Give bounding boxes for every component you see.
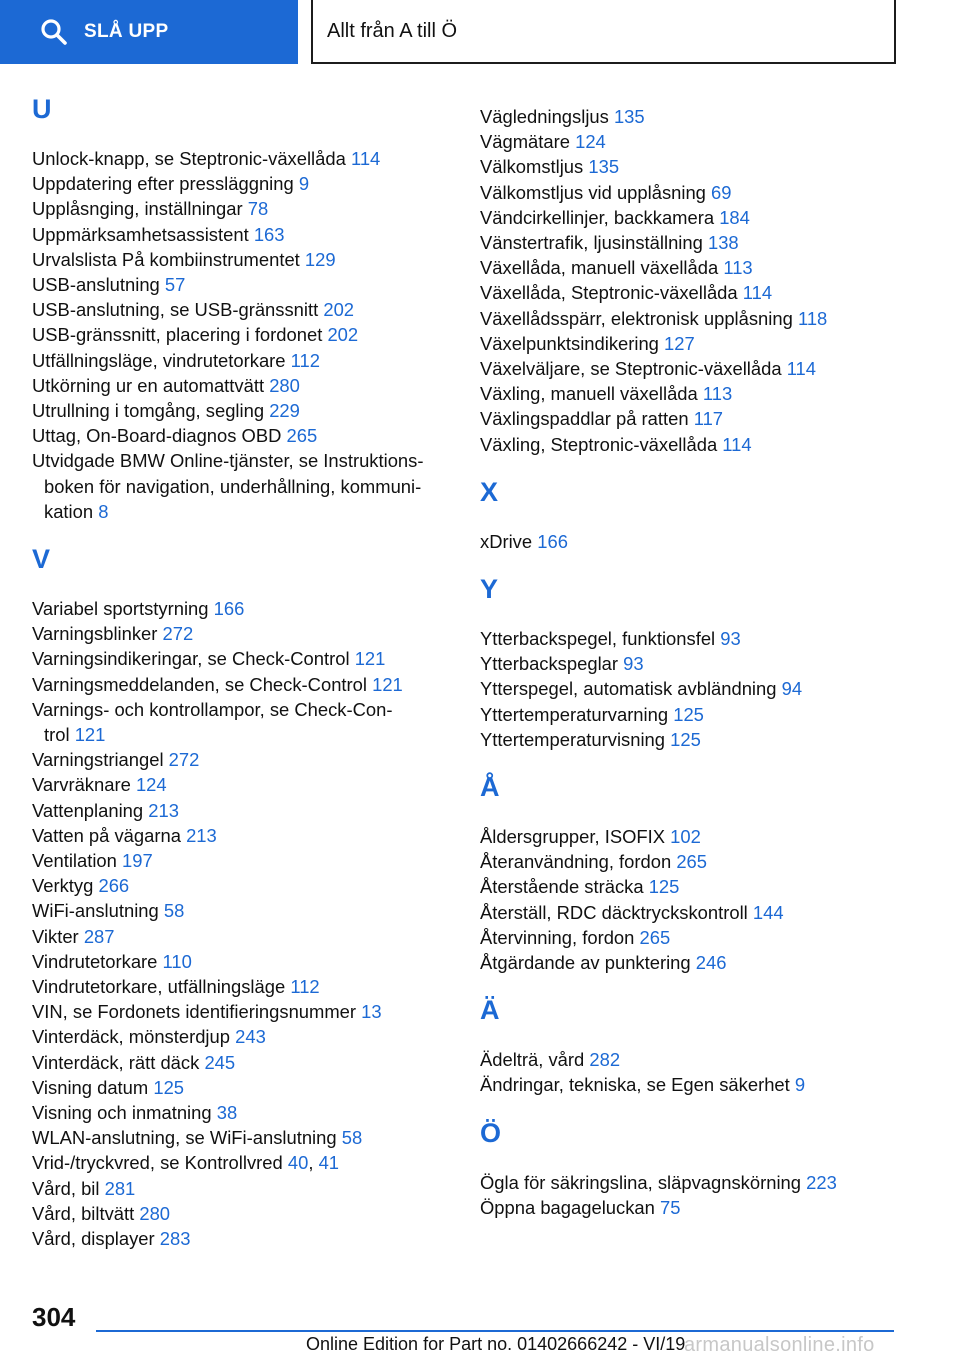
entry-text: Visning och inmatning 38 [32,1102,238,1123]
section-letter: V [32,544,51,574]
index-entry[interactable] [32,873,452,898]
entry-text: Varvräknare 124 [32,774,167,796]
index-entry[interactable] [32,398,452,423]
entry-text: Unlock-knapp, se Steptronic-växellåda 114 [32,148,381,169]
page-ref-link[interactable]: 283 [159,1228,191,1249]
index-entry[interactable] [32,646,452,671]
page-ref-link[interactable]: 40 [287,1152,309,1174]
entry-text: Vård, biltvätt 280 [32,1202,171,1224]
entry-text: WiFi-anslutning 58 [32,900,185,922]
entry-text: Vindrutetorkare, utfällningsläge 112 [32,976,320,997]
index-entry[interactable] [32,672,452,697]
entry-text: Växling, Steptronic-växellåda 114 [480,433,752,455]
entry-text: boken för navigation, underhållning, kommuni- [44,475,422,497]
index-entry[interactable] [480,180,900,205]
entry-text: Uttag, On-Board-diagnos OBD 265 [32,425,318,447]
index-entry[interactable] [480,432,900,457]
index-entry[interactable] [480,925,900,950]
entry-text: Ytterspegel, automatisk avbländning 94 [480,678,803,700]
page-ref-link[interactable]: 78 [247,198,269,220]
index-entry[interactable] [480,1170,900,1195]
index-entry[interactable] [32,1024,452,1049]
index-entry[interactable] [480,129,900,154]
entry-text: USB-anslutning, se USB-gränssnitt 202 [32,299,355,321]
page-ref-link[interactable]: 287 [83,925,115,947]
entry-text: Välkomstljus 135 [480,156,620,178]
index-entry[interactable] [32,898,452,923]
page-ref-link[interactable]: 94 [781,678,803,700]
entry-text: Vattenplaning 213 [32,799,179,821]
page-ref-link[interactable]: 112 [290,349,320,371]
page-ref-link[interactable]: 110 [162,950,192,972]
page-ref-link[interactable]: 223 [806,1171,837,1193]
index-entry[interactable] [32,1050,452,1075]
index-entry[interactable] [480,306,900,331]
entry-text: Ädelträ, vård 282 [480,1049,621,1071]
entry-text: Växellåda, Steptronic-växellåda 114 [480,282,773,304]
index-entry[interactable] [480,381,900,406]
index-entry[interactable] [32,272,452,297]
page-ref-link[interactable]: 113 [723,257,753,279]
page-ref-link[interactable]: 266 [98,875,130,897]
index-entry[interactable] [32,772,452,797]
entry-text: VIN, se Fordonets identifieringsnummer 13 [32,1001,382,1023]
index-entry[interactable] [32,348,452,373]
page-ref-link[interactable]: 272 [168,749,200,771]
page-ref-link[interactable]: 265 [639,926,671,948]
index-entry[interactable] [32,196,452,221]
index-entry[interactable] [480,356,900,381]
index-entry[interactable] [480,280,900,305]
index-entry[interactable] [480,874,900,899]
page-ref-link[interactable]: 9 [298,173,310,195]
entry-text: Växelpunktsindikering 127 [480,332,695,354]
entry-text: Vändcirkellinjer, backkamera 184 [480,206,750,228]
entry-text: Varningsmeddelanden, se Check-Control 121 [32,673,403,695]
page-ref-link[interactable]: 243 [235,1026,266,1048]
entry-text: Åtgärdande av punktering 246 [480,952,727,973]
entry-text: trol 121 [44,724,106,745]
entry-text: Öppna bagageluckan 75 [480,1196,681,1218]
entry-text: Utkörning ur en automattvätt 280 [32,374,300,396]
entry-text: Variabel sportstyrning 166 [32,598,245,619]
page-ref-link[interactable]: 114 [722,433,752,455]
entry-text: Ögla för säkringslina, släpvagnskörning 223 [480,1171,837,1193]
index-entry[interactable] [32,621,452,646]
entry-text: Utvidgade BMW Online-tjänster, se Instruktions- [32,450,424,472]
entry-text: Utrullning i tomgång, segling 229 [32,400,300,421]
entry-text: Växling, manuell växellåda 113 [480,383,733,405]
page-ref-link[interactable]: 121 [372,673,403,695]
entry-text: Återställ, RDC däcktryckskontroll 144 [480,901,784,923]
page-ref-link[interactable]: 135 [613,106,645,127]
page-ref-link[interactable]: 121 [354,648,386,670]
index-entry[interactable] [32,171,452,196]
index-entry[interactable] [480,406,900,431]
entry-text: USB-gränssnitt, placering i fordonet 202 [32,324,359,346]
page-ref-link[interactable]: 93 [720,628,741,649]
entry-text: Varningsblinker 272 [32,623,194,645]
page-ref-link[interactable]: 124 [575,131,606,153]
index-entry[interactable] [480,824,900,849]
page-ref-link[interactable]: 125 [648,876,680,898]
index-entry[interactable] [480,626,900,651]
entry-text: Uppdatering efter pressläggning 9 [32,173,310,195]
section-letter: Y [480,574,499,604]
page-ref-link[interactable]: 112 [290,976,320,997]
entry-text: Vård, displayer 283 [32,1228,191,1249]
page-ref-link[interactable]: 102 [670,826,701,847]
index-entry[interactable] [480,1072,900,1097]
page-ref-link[interactable]: 58 [341,1127,363,1149]
footer-divider [96,1330,894,1332]
entry-text: Vinterdäck, rätt däck 245 [32,1051,236,1073]
index-entry[interactable] [32,1226,452,1251]
page-ref-link[interactable]: 124 [135,774,167,796]
entry-text: Utfällningsläge, vindrutetorkare 112 [32,349,320,371]
entry-text: Ventilation 197 [32,850,153,871]
page-ref-link[interactable]: 246 [695,952,727,973]
page-ref-link[interactable]: 197 [122,850,153,871]
page-number: 304 [32,1302,76,1332]
section-letter: Ä [480,995,500,1026]
index-entry[interactable] [32,848,452,873]
entry-text: Vänstertrafik, ljusinställning 138 [480,232,739,253]
entry-text: Vindrutetorkare 110 [32,950,192,972]
index-entry[interactable] [480,230,900,255]
page-ref-link[interactable]: 144 [752,901,784,923]
section-letter: Å [480,772,500,802]
index-entry[interactable] [480,529,900,554]
search-icon [40,18,68,46]
index-entry[interactable] [32,1125,452,1150]
section-letter: U [32,94,52,124]
entry-text: Urvalslista På kombiinstrumentet 129 [32,248,336,270]
page-ref-link[interactable]: 213 [186,824,217,846]
section-letter: X [480,476,499,507]
page-ref-link[interactable]: 114 [350,148,381,169]
page-ref-link[interactable]: 280 [139,1202,171,1224]
index-entry[interactable] [32,924,452,949]
watermark: armanualsonline.info [684,1334,875,1356]
page-ref-link[interactable]: 138 [707,232,739,253]
page-ref-link[interactable]: 93 [623,653,644,675]
entry-text: Vägledningsljus 135 [480,106,645,127]
index-entry[interactable] [480,849,900,874]
index-entry[interactable] [32,322,452,347]
index-entry[interactable] [480,331,900,356]
page-ref-link[interactable]: 129 [304,248,336,270]
search-label: SLÅ UPP [84,21,169,42]
page-ref-link[interactable]: 163 [253,223,285,245]
entry-text: WLAN-anslutning, se WiFi-anslutning 58 [32,1127,363,1149]
chapter-title-box [311,0,896,64]
entry-text: Vård, bil 281 [32,1177,136,1199]
entry-text: Yttertemperaturvarning 125 [480,703,704,725]
entry-text: Växellådsspärr, elektronisk upplåsning 118 [480,307,828,329]
page-ref-link[interactable]: 121 [74,724,106,745]
index-entry[interactable] [32,297,452,322]
index-entry[interactable] [32,1100,452,1125]
edition-text: Online Edition for Part no. 01402666242 - VI/19 [306,1334,686,1354]
index-entry[interactable] [32,146,452,171]
page-ref-link[interactable]: 117 [693,408,724,430]
page-ref-link[interactable]: 58 [163,900,185,922]
index-entry[interactable] [480,1195,900,1220]
entry-text: USB-anslutning 57 [32,274,186,295]
page-ref-link[interactable]: 113 [702,383,733,405]
page-ref-link[interactable]: 135 [588,156,620,178]
entry-text: Verktyg 266 [32,875,130,897]
page-ref-link[interactable]: 282 [589,1049,621,1071]
entry-text: Varningstriangel 272 [32,749,200,771]
page-ref-link[interactable]: 75 [659,1196,681,1218]
index-entry[interactable] [480,154,900,179]
entry-text: Yttertemperaturvisning 125 [480,728,701,750]
entry-text: Åldersgrupper, ISOFIX 102 [480,826,701,847]
index-entry[interactable] [32,798,452,823]
index-entry[interactable] [480,727,900,752]
entry-text: Vikter 287 [32,925,115,947]
entry-text: Upplåsnging, inställningar 78 [32,198,269,220]
index-entry[interactable] [480,651,900,676]
page-ref-link[interactable]: 229 [269,400,300,421]
search-button[interactable] [0,0,298,64]
entry-text: Återanvändning, fordon 265 [480,851,708,873]
entry-text: Välkomstljus vid upplåsning 69 [480,181,732,203]
page-ref-link[interactable]: 265 [676,851,708,873]
index-entry[interactable] [32,974,452,999]
page-ref-link[interactable]: 166 [537,530,568,552]
page-ref-link[interactable]: 184 [719,206,750,228]
page-ref-link[interactable]: 127 [664,332,695,354]
entry-text: kation 8 [44,500,109,522]
index-entry[interactable] [32,448,452,524]
index-entry[interactable] [32,697,452,747]
index-entry[interactable] [480,702,900,727]
index-entry[interactable] [32,247,452,272]
entry-text: Vinterdäck, mönsterdjup 243 [32,1026,266,1048]
page-ref-link[interactable]: 245 [204,1051,236,1073]
section-letter: Ö [480,1117,502,1148]
page-ref-link[interactable]: 8 [98,500,109,522]
page-ref-link[interactable]: 272 [162,623,194,645]
chapter-title: Allt från A till Ö [327,19,458,42]
entry-text: Varningsindikeringar, se Check-Control 121 [32,648,386,670]
page-ref-link[interactable]: 125 [673,703,704,725]
entry-text: Vrid-/tryckvred, se Kontrollvred 40, 41 [32,1152,340,1174]
page-ref-link[interactable]: 13 [361,1001,382,1023]
entry-text: Ytterbackspeglar 93 [480,653,644,675]
index-entry[interactable] [32,1150,452,1175]
page-ref-link[interactable]: 9 [794,1074,806,1096]
page-ref-link[interactable]: 41 [318,1152,340,1174]
index-entry[interactable] [32,222,452,247]
entry-text: Vägmätare 124 [480,131,606,153]
index-entry[interactable] [480,205,900,230]
index-entry[interactable] [32,999,452,1024]
index-entry[interactable] [32,1201,452,1226]
index-entry[interactable] [32,596,452,621]
page-ref-link[interactable]: 202 [327,324,359,346]
entry-text: Återstående sträcka 125 [480,876,680,898]
page-ref-link[interactable]: 125 [153,1076,185,1098]
entry-text: Ytterbackspegel, funktionsfel 93 [480,628,741,649]
page-ref-link[interactable]: 125 [670,728,701,750]
entry-text: Växelväljare, se Steptronic-växellåda 114 [480,358,817,379]
page-ref-link[interactable]: 202 [323,299,355,321]
page-ref-link[interactable]: 114 [786,358,817,379]
index-entry[interactable] [32,747,452,772]
index-entry[interactable] [480,104,900,129]
index-entry[interactable] [32,823,452,848]
page-ref-link[interactable]: 69 [711,181,732,203]
entry-text: Uppmärksamhetsassistent 163 [32,223,285,245]
index-entry[interactable] [480,255,900,280]
entry-text: Visning datum 125 [32,1076,185,1098]
page-ref-link[interactable]: 118 [797,307,828,329]
entry-text: Återvinning, fordon 265 [480,926,671,948]
page-ref-link[interactable]: 280 [269,374,300,396]
page-ref-link[interactable]: 57 [164,274,186,295]
entry-text: Vatten på vägarna 213 [32,824,217,846]
index-entry[interactable] [32,949,452,974]
entry-text: xDrive 166 [480,530,568,552]
entry-text: Ändringar, tekniska, se Egen säkerhet 9 [480,1074,806,1096]
index-entry[interactable] [480,900,900,925]
entry-text: Växlingspaddlar på ratten 117 [480,408,724,430]
page-ref-link[interactable]: 281 [104,1177,136,1199]
entry-text: Varnings- och kontrollampor, se Check-Con- [32,698,393,720]
page-ref-link[interactable]: 166 [213,598,245,619]
page-ref-link[interactable]: 114 [742,282,773,304]
index-entry[interactable] [32,423,452,448]
index-entry[interactable] [480,676,900,701]
index-entry[interactable] [480,1047,900,1072]
index-entry[interactable] [32,1176,452,1201]
index-entry[interactable] [32,373,452,398]
index-entry[interactable] [480,950,900,975]
page-ref-link[interactable]: 265 [286,425,318,447]
page-ref-link[interactable]: 213 [148,799,179,821]
entry-text: Växellåda, manuell växellåda 113 [480,257,753,279]
page-ref-link[interactable]: 38 [216,1102,238,1123]
index-entry[interactable] [32,1075,452,1100]
